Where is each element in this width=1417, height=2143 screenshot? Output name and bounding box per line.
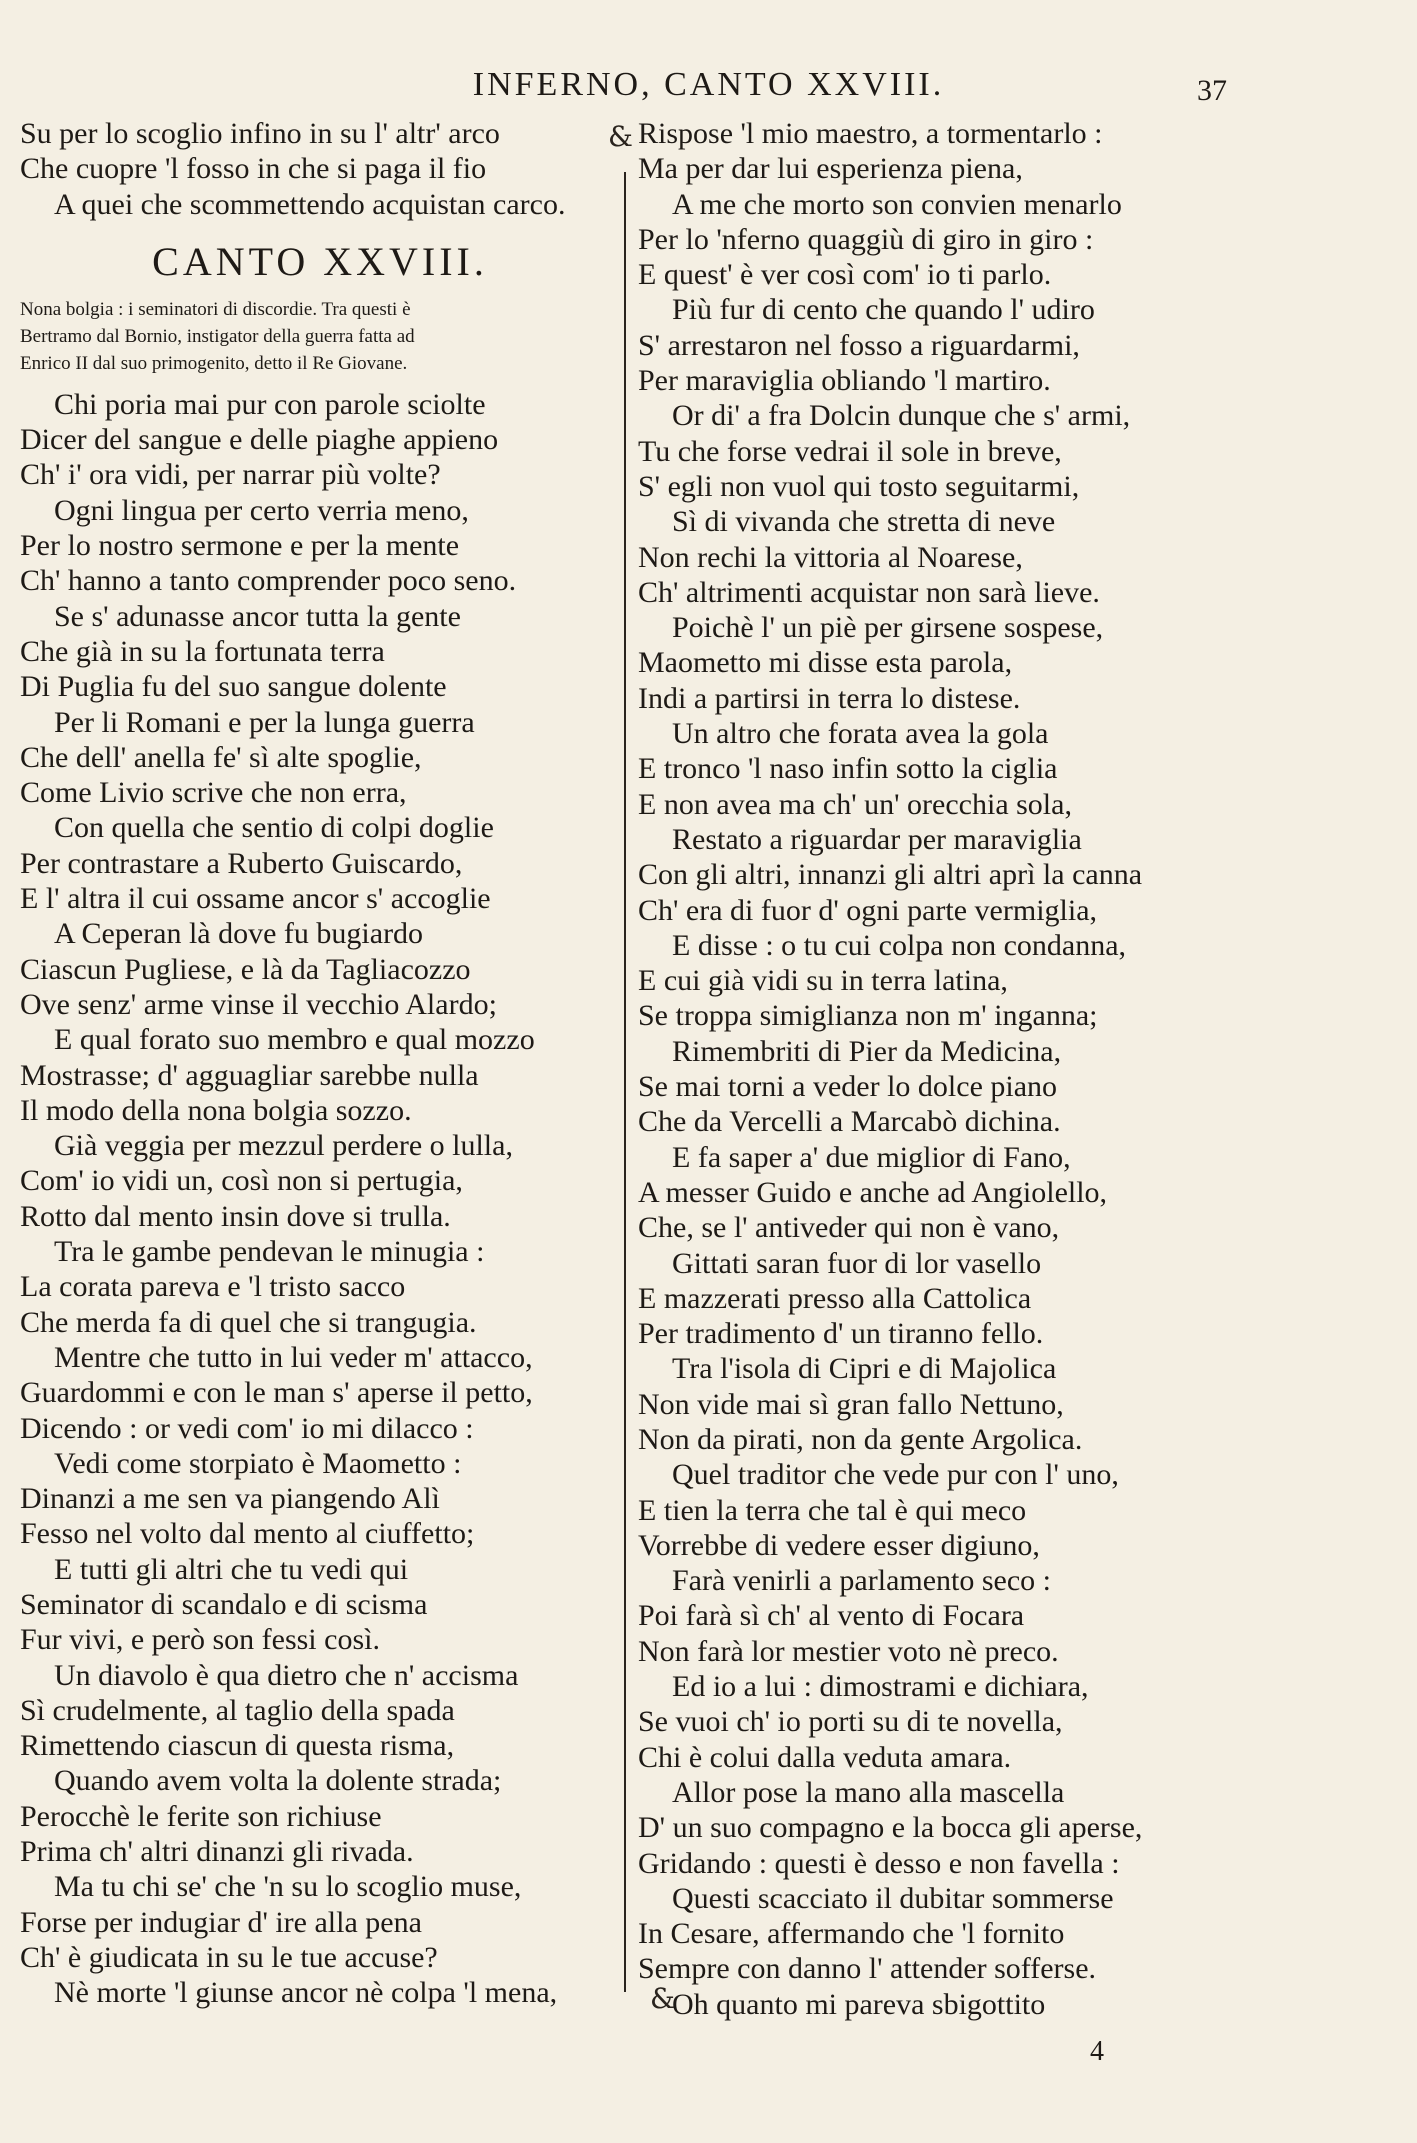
verse-line: Vedi come storpiato è Maometto : xyxy=(54,1446,462,1480)
left-column xyxy=(20,116,620,2011)
verse-line: Non farà lor mestier voto nè preco. xyxy=(638,1634,1059,1668)
verse-line: Ogni lingua per certo verria meno, xyxy=(54,493,469,527)
verse-line: E non avea ma ch' un' orecchia sola, xyxy=(638,787,1072,821)
verse-line: Poichè l' un piè per girsene sospese, xyxy=(672,611,1104,645)
verse-line: Un altro che forata avea la gola xyxy=(672,717,1049,751)
verse-line: Che cuopre 'l fosso in che si paga il fio xyxy=(20,152,487,186)
verse-line: Con quella che sentio di colpi doglie xyxy=(54,811,494,845)
verse-line: Più fur di cento che quando l' udiro xyxy=(672,293,1095,327)
verse-line: Se mai torni a veder lo dolce piano xyxy=(638,1070,1058,1104)
verse-line: Ch' era di fuor d' ogni parte vermiglia, xyxy=(638,893,1098,927)
verse-line: E tutti gli altri che tu vedi qui xyxy=(54,1552,409,1586)
verse-line: E quest' è ver così com' io ti parlo. xyxy=(638,258,1052,292)
verse-line: Ciascun Pugliese, e là da Tagliacozzo xyxy=(20,952,471,986)
verse-line: Dicendo : or vedi com' io mi dilacco : xyxy=(20,1411,474,1445)
verse-line: Il modo della nona bolgia sozzo. xyxy=(20,1093,412,1127)
verse-line: Dicer del sangue e delle piaghe appieno xyxy=(20,423,499,457)
verse-line: Ch' hanno a tanto comprender poco seno. xyxy=(20,564,517,598)
verse-line: Quando avem volta la dolente strada; xyxy=(54,1764,502,1798)
canto-argument xyxy=(20,296,620,377)
verse-line: E disse : o tu cui colpa non condanna, xyxy=(672,928,1127,962)
verse-line: Ch' altrimenti acquistar non sarà lieve. xyxy=(638,575,1100,609)
verse-line: Ed io a lui : dimostrami e dichiara, xyxy=(672,1670,1089,1704)
verse-line: Se vuoi ch' io porti su di te novella, xyxy=(638,1705,1063,1739)
verse-line: Indi a partirsi in terra lo distese. xyxy=(638,681,1021,715)
verse-line: Che merda fa di quel che si trangugia. xyxy=(20,1305,477,1339)
verse-line: Un diavolo è qua dietro che n' accisma xyxy=(54,1658,519,1692)
verse-line: Sempre con danno l' attender sofferse. xyxy=(638,1952,1097,1986)
verse-line: A quei che scommettendo acquistan carco. xyxy=(54,187,566,221)
verse-line: Chi è colui dalla veduta amara. xyxy=(638,1740,1012,1774)
verse-line: A messer Guido e anche ad Angiolello, xyxy=(638,1175,1108,1209)
verse-line: Per lo 'nferno quaggiù di giro in giro : xyxy=(638,222,1094,256)
verse-line: A me che morto son convien menarlo xyxy=(672,187,1122,221)
verse-line: Guardommi e con le man s' aperse il petto, xyxy=(20,1376,533,1410)
canto-title: CANTO XXVIII. xyxy=(152,238,488,284)
left-verses xyxy=(20,387,620,2011)
verse-line: Per tradimento d' un tiranno fello. xyxy=(638,1317,1044,1351)
verse-line: Allor pose la mano alla mascella xyxy=(672,1775,1065,1809)
verse-line: E l' altra il cui ossame ancor s' accoglie xyxy=(20,882,491,916)
column-divider xyxy=(624,172,626,1992)
verse-line: Farà venirli a parlamento seco : xyxy=(672,1564,1052,1598)
verse-line: In Cesare, affermando che 'l fornito xyxy=(638,1917,1065,1951)
verse-line: A Ceperan là dove fu bugiardo xyxy=(54,917,424,951)
signature-mark: 4 xyxy=(1090,2036,1104,2067)
verse-line: Ch' i' ora vidi, per narrar più volte? xyxy=(20,458,441,492)
verse-line: Su per lo scoglio infino in su l' altr' arco xyxy=(20,117,500,150)
verse-line: Or di' a fra Dolcin dunque che s' armi, xyxy=(672,399,1131,433)
verse-line: Chi poria mai pur con parole sciolte xyxy=(54,387,486,421)
verse-line: E tien la terra che tal è qui meco xyxy=(638,1493,1027,1527)
verse-line: Gridando : questi è desso e non favella : xyxy=(638,1846,1120,1880)
running-title: INFERNO, CANTO XXVIII. xyxy=(472,66,945,103)
verse-line: Per lo nostro sermone e per la mente xyxy=(20,529,460,563)
verse-line: Sì crudelmente, al taglio della spada xyxy=(20,1693,455,1727)
verse-line: Com' io vidi un, così non si pertugia, xyxy=(20,1164,463,1198)
verse-line: Non da pirati, non da gente Argolica. xyxy=(638,1422,1083,1456)
verse-line: Rotto dal mento insin dove si trulla. xyxy=(20,1199,451,1233)
verse-line: Tra l'isola di Cipri e di Majolica xyxy=(672,1352,1057,1386)
verse-line: Di Puglia fu del suo sangue dolente xyxy=(20,670,447,704)
verse-line: Oh quanto mi pareva sbigottito xyxy=(672,1987,1046,2021)
verse-line: Prima ch' altri dinanzi gli rivada. xyxy=(20,1835,414,1869)
verse-line: Che dell' anella fe' sì alte spoglie, xyxy=(20,740,422,774)
verse-line: E mazzerati presso alla Cattolica xyxy=(638,1281,1032,1315)
verse-line: Restato a riguardar per maraviglia xyxy=(672,822,1082,856)
verse-line: La corata pareva e 'l tristo sacco xyxy=(20,1270,406,1304)
verse-line: Per contrastare a Ruberto Guiscardo, xyxy=(20,846,463,880)
verse-line: Mostrasse; d' agguagliar sarebbe nulla xyxy=(20,1058,479,1092)
verse-line: Ch' è giudicata in su le tue accuse? xyxy=(20,1940,438,1974)
verse-line: Sì di vivanda che stretta di neve xyxy=(672,505,1056,539)
verse-line: Che, se l' antiveder qui non è vano, xyxy=(638,1211,1060,1245)
verse-line: Rispose 'l mio maestro, a tormentarlo : xyxy=(638,117,1103,150)
verse-line: Che già in su la fortunata terra xyxy=(20,634,385,668)
page-number: 37 xyxy=(1197,74,1227,107)
argument-line: Enrico II dal suo primogenito, detto il Re Giovane. xyxy=(20,352,408,374)
verse-line: Per maraviglia obliando 'l martiro. xyxy=(638,364,1051,398)
verse-line: Ove senz' arme vinse il vecchio Alardo; xyxy=(20,987,497,1021)
verse-line: Se troppa simiglianza non m' inganna; xyxy=(638,999,1098,1033)
verse-line: E cui già vidi su in terra latina, xyxy=(638,964,1008,998)
verse-line: Già veggia per mezzul perdere o lulla, xyxy=(54,1129,513,1163)
verse-line: Quel traditor che vede pur con l' uno, xyxy=(672,1458,1119,1492)
fleuron-icon: & xyxy=(608,120,633,153)
right-verses xyxy=(638,116,1288,2022)
verse-line: Rimettendo ciascun di questa risma, xyxy=(20,1729,455,1763)
verse-line: Maometto mi disse esta parola, xyxy=(638,646,1013,680)
verse-line: Con gli altri, innanzi gli altri aprì la canna xyxy=(638,858,1143,892)
right-column xyxy=(638,116,1288,2022)
verse-line: Mentre che tutto in lui veder m' attacco, xyxy=(54,1340,533,1374)
verse-line: E qual forato suo membro e qual mozzo xyxy=(54,1023,535,1057)
verse-line: S' arrestaron nel fosso a riguardarmi, xyxy=(638,328,1080,362)
left-top-verses xyxy=(20,116,620,222)
verse-line: Non vide mai sì gran fallo Nettuno, xyxy=(638,1387,1064,1421)
fleuron-icon: & xyxy=(650,1982,675,2015)
verse-line: Perocchè le ferite son richiuse xyxy=(20,1799,382,1833)
verse-line: Gittati saran fuor di lor vasello xyxy=(672,1246,1042,1280)
argument-line: Nona bolgia : i seminatori di discordie. Tra questi è xyxy=(20,298,411,320)
verse-line: Tra le gambe pendevan le minugia : xyxy=(54,1235,485,1269)
verse-line: Vorrebbe di vedere esser digiuno, xyxy=(638,1528,1040,1562)
verse-line: E fa saper a' due miglior di Fano, xyxy=(672,1140,1071,1174)
argument-line: Bertramo dal Bornio, instigator della guerra fatta ad xyxy=(20,325,415,347)
verse-line: Questi scacciato il dubitar sommerse xyxy=(672,1881,1114,1915)
verse-line: Non rechi la vittoria al Noarese, xyxy=(638,540,1023,574)
verse-line: E tronco 'l naso infin sotto la ciglia xyxy=(638,752,1058,786)
verse-line: S' egli non vuol qui tosto seguitarmi, xyxy=(638,469,1080,503)
verse-line: D' un suo compagno e la bocca gli aperse, xyxy=(638,1811,1143,1845)
verse-line: Se s' adunasse ancor tutta la gente xyxy=(54,599,461,633)
verse-line: Come Livio scrive che non erra, xyxy=(20,776,407,810)
verse-line: Per li Romani e per la lunga guerra xyxy=(54,705,475,739)
verse-line: Seminator di scandalo e di scisma xyxy=(20,1587,428,1621)
verse-line: Nè morte 'l giunse ancor nè colpa 'l mena, xyxy=(54,1976,558,2010)
verse-line: Tu che forse vedrai il sole in breve, xyxy=(638,434,1062,468)
verse-line: Ma per dar lui esperienza piena, xyxy=(638,152,1023,186)
verse-line: Poi farà sì ch' al vento di Focara xyxy=(638,1599,1025,1633)
verse-line: Forse per indugiar d' ire alla pena xyxy=(20,1905,422,1939)
verse-line: Fur vivi, e però son fessi così. xyxy=(20,1623,380,1657)
verse-line: Dinanzi a me sen va piangendo Alì xyxy=(20,1482,440,1516)
verse-line: Rimembriti di Pier da Medicina, xyxy=(672,1034,1062,1068)
verse-line: Che da Vercelli a Marcabò dichina. xyxy=(638,1105,1061,1139)
verse-line: Ma tu chi se' che 'n su lo scoglio muse, xyxy=(54,1870,522,1904)
verse-line: Fesso nel volto dal mento al ciuffetto; xyxy=(20,1517,475,1551)
